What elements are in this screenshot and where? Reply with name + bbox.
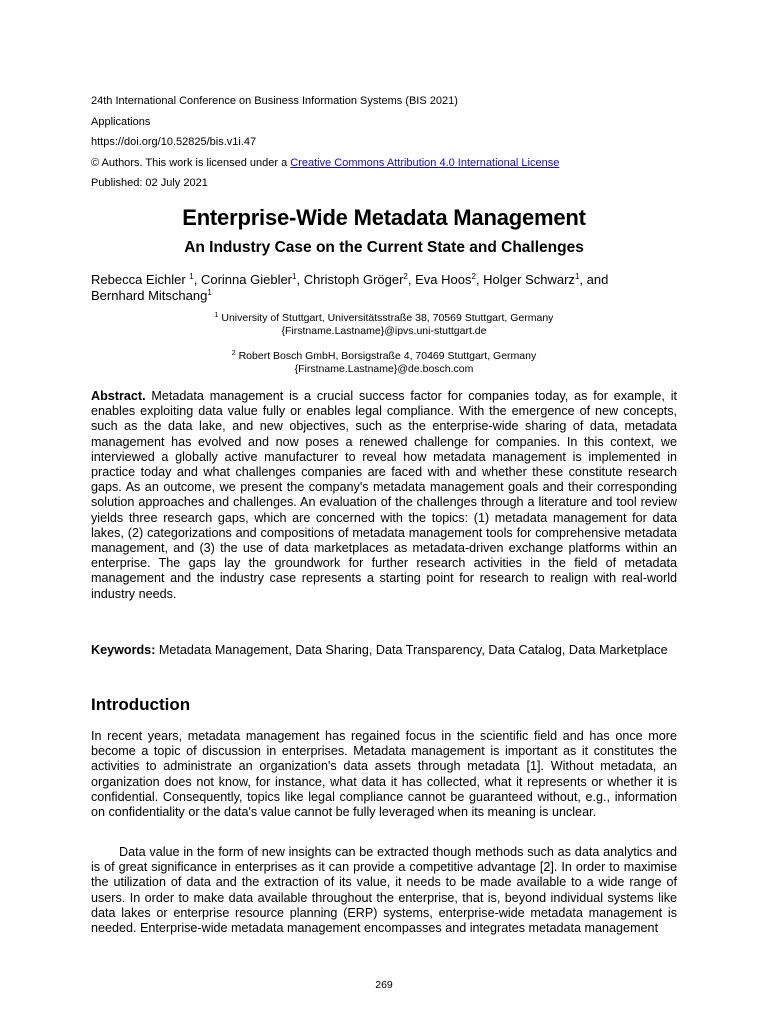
affiliation-mark: 1 (214, 312, 219, 319)
affiliation-address: University of Stuttgart, Universitätsstraße 38, 70569 Stuttgart, Germany (221, 312, 554, 324)
license-link[interactable]: Creative Commons Attribution 4.0 International License (290, 156, 560, 169)
author-name: Rebecca Eichler (91, 272, 186, 287)
body-paragraph: In recent years, metadata management has regained focus in the scientific field and has once more become a topic of discussion in enterprises. Metadata management is important as it constitutes the activities to administrate an organization's data assets through metadata [1]. Without metadata, an organization does not know, for instance, what data it has collected, what it represents or whether it is confidential. Consequently, topics like legal compliance cannot be guaranteed without, e.g., information on confidentiality or the data's value cannot be fully leveraged when its meaning is unclear. (91, 729, 677, 820)
affiliation-1 (91, 312, 677, 338)
author-affiliation-mark: 1 (189, 272, 194, 281)
paper-subtitle: An Industry Case on the Current State and Challenges (184, 239, 584, 256)
doi[interactable]: https://doi.org/10.52825/bis.v1i.47 (91, 136, 257, 148)
affiliation-mark: 2 (231, 350, 236, 357)
affiliation-email: {Firstname.Lastname}@de.bosch.com (294, 363, 474, 375)
affiliation-email: {Firstname.Lastname}@ipvs.uni-stuttgart.de (281, 325, 487, 337)
license-line (91, 153, 691, 174)
author-affiliation-mark: 2 (471, 272, 476, 281)
keywords-label: Keywords: (91, 643, 156, 657)
section-heading-introduction: Introduction (91, 695, 191, 714)
author-name: Eva Hoos (415, 272, 472, 287)
paper-title: Enterprise-Wide Metadata Management (182, 205, 586, 230)
page-number: 269 (375, 979, 393, 991)
author-affiliation-mark: 1 (574, 272, 580, 281)
license-prefix: © Authors. This work is licensed under a (91, 156, 291, 169)
keywords-text: Metadata Management, Data Sharing, Data Transparency, Data Catalog, Data Marketplace (158, 643, 668, 657)
author-list: Rebecca Eichler $^1$, Corinna Giebler$^1$, Christoph Gröger$^2$, Eva Hoos$^2$, Holger Schwarz$^1$, and Bernhard Mitschang$^1$ (91, 272, 609, 303)
body-paragraph: Data value in the form of new insights can be extracted though methods such as data analytics and is of great significance in enterprises as it can provide a competitive advantage [2]. In order to maximise the utilization of data and the extraction of its value, it needs to be made available to a wide range of users. In order to make data available throughout the enterprise, that is, beyond individual systems like data lakes or enterprise resource planning (ERP) systems, enterprise-wide metadata management is needed. Enterprise-wide metadata management encompasses and integrates metadata management (91, 845, 677, 936)
author-name: Corinna Giebler (200, 272, 293, 287)
author-name: Bernhard Mitschang (91, 288, 208, 303)
keywords (91, 643, 677, 658)
abstract-label: Abstract. (91, 389, 146, 403)
conference-name: 24th International Conference on Business Information Systems (BIS 2021) (91, 95, 458, 107)
published-date: Published: 02 July 2021 (91, 177, 208, 189)
track-name: Applications (91, 115, 151, 128)
author-affiliation-mark: 1 (207, 288, 212, 297)
publication-metadata (91, 91, 691, 194)
affiliation-address: Robert Bosch GmbH, Borsigstraße 4, 70469 Stuttgart, Germany (238, 350, 537, 362)
author-name: Holger Schwarz (483, 272, 575, 287)
abstract-text: Metadata management is a crucial success factor for companies today, as for example, it enables exploiting data value fully or enables legal compliance. With the emergence of new concepts, such as the data lake, and new objectives, such as the enterprise-wide sharing of data, metadata management has evolved and now poses a renewed challenge for companies. In this context, we interviewed a globally active manufacturer to reveal how metadata management is implemented in practice today and what challenges companies are faced with and whether these constitute research gaps. As an outcome, we present the company's metadata management goals and their corresponding solution approaches and challenges. An evaluation of the challenges through a literature and tool review yields three research gaps, which are concerned with the topics: (1) metadata management for data lakes, (2) categorizations and compositions of metadata management tools for comprehensive metadata management, and (3) the use of data marketplaces as metadata-driven exchange platforms within an enterprise. The gaps lay the groundwork for further research activities in the field of metadata management and the industry case represents a starting point for research to realign with real-world industry needs. (91, 389, 677, 601)
abstract (91, 389, 677, 602)
author-affiliation-mark: 1 (292, 272, 297, 281)
author-affiliation-mark: 2 (403, 272, 408, 281)
affiliation-2 (91, 350, 677, 376)
author-name: Christoph Gröger (303, 272, 404, 287)
